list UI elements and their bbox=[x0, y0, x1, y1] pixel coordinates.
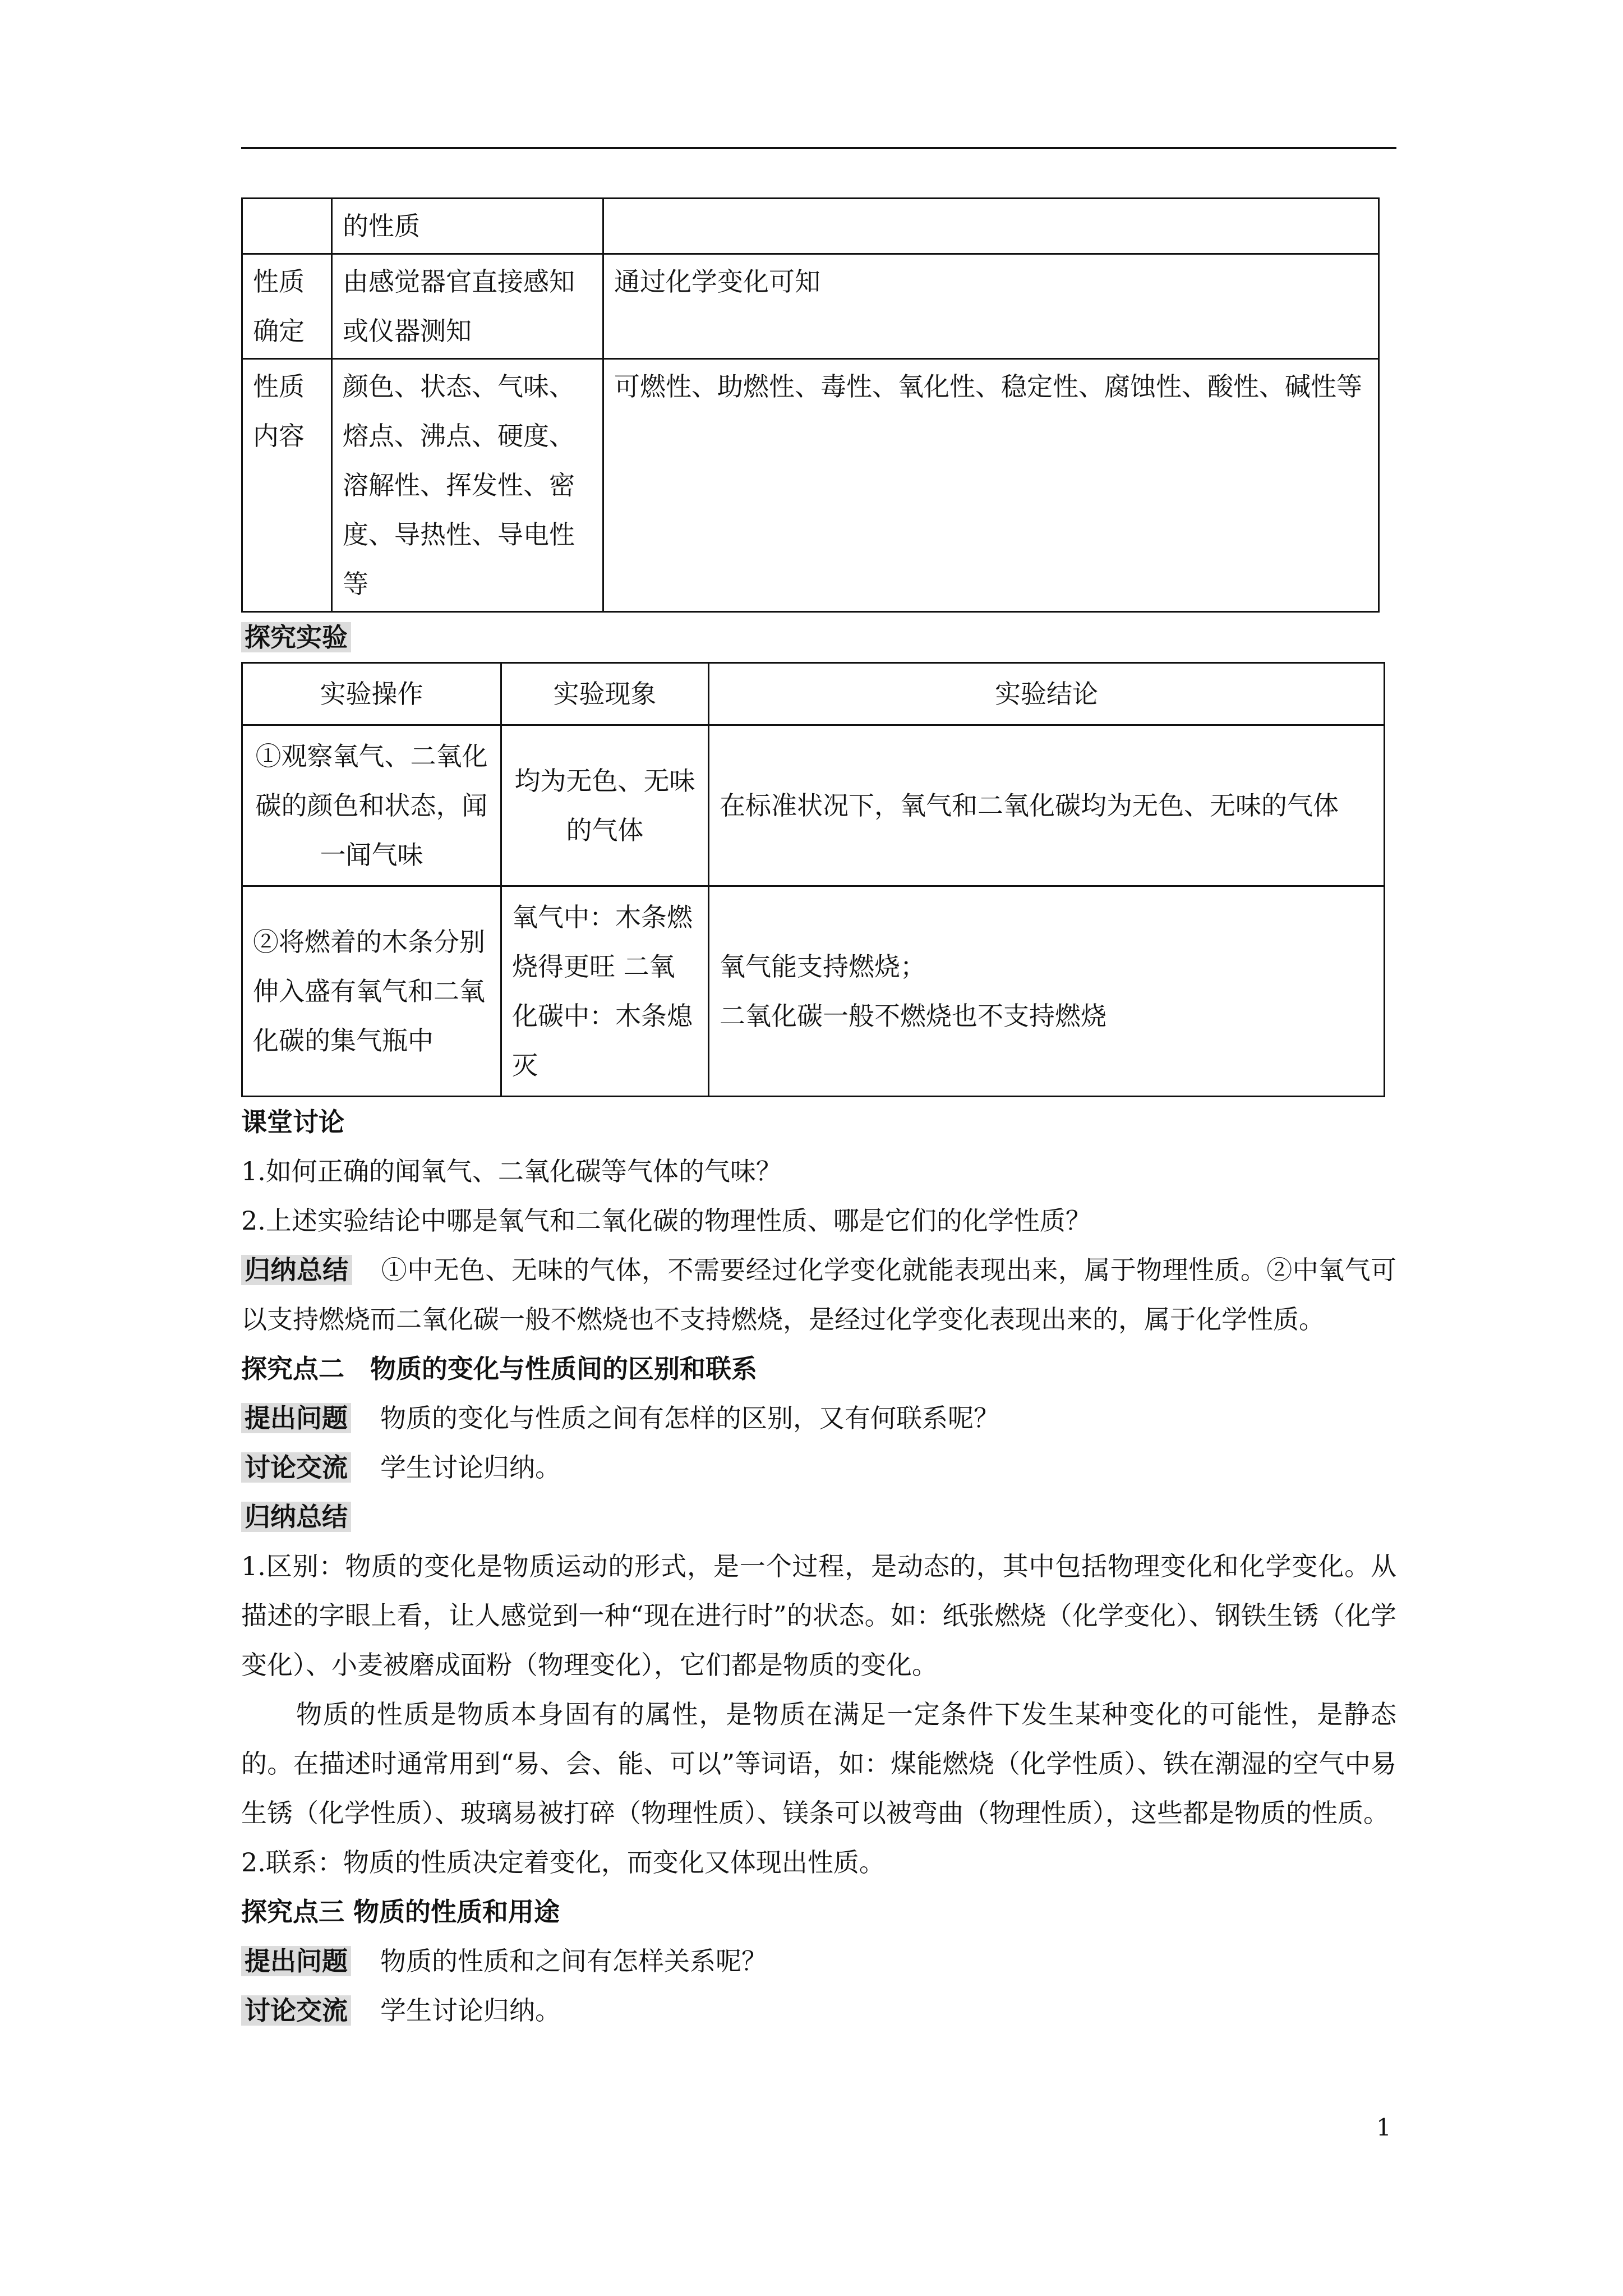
table-cell: 均为无色、无味的气体 bbox=[501, 725, 709, 886]
talk-paragraph bbox=[241, 1986, 1396, 2035]
header-rule bbox=[241, 147, 1396, 149]
summary-paragraph bbox=[241, 1245, 1396, 1344]
column-header: 实验操作 bbox=[242, 663, 501, 725]
column-header: 实验现象 bbox=[501, 663, 709, 725]
ask-text: 物质的变化与性质之间有怎样的区别，又有何联系呢？ bbox=[380, 1403, 999, 1433]
conclusion-line: 二氧化碳一般不燃烧也不支持燃烧 bbox=[720, 1001, 1106, 1031]
table-cell: 颜色、状态、气味、熔点、沸点、硬度、溶解性、挥发性、密度、导热性、导电性等 bbox=[332, 359, 603, 612]
table-cell: ②将燃着的木条分别伸入盛有氧气和二氧化碳的集气瓶中 bbox=[242, 886, 501, 1097]
section-heading: 探究实验 bbox=[241, 613, 1396, 662]
table-cell bbox=[603, 199, 1379, 254]
table-row bbox=[242, 254, 1379, 359]
table-cell: 性质内容 bbox=[242, 359, 332, 612]
table-row bbox=[242, 199, 1379, 254]
table-row bbox=[242, 886, 1385, 1097]
body-paragraph: 物质的性质是物质本身固有的属性，是物质在满足一定条件下发生某种变化的可能性，是静态的。在描述时通常用到“易、会、能、可以”等词语，如：煤能燃烧（化学性质）、铁在潮湿的空气中易生锈（化学性质）、玻璃易被打碎（物理性质）、镁条可以被弯曲（物理性质），这些都是物质的性质。 bbox=[241, 1699, 1396, 1828]
experiment-table bbox=[241, 662, 1385, 1097]
section-title: 探究点三 物质的性质和用途 bbox=[241, 1897, 560, 1927]
talk-label: 讨论交流 bbox=[241, 1995, 351, 2026]
table-row bbox=[242, 359, 1379, 612]
page-number: 1 bbox=[1376, 2114, 1391, 2141]
ask-paragraph bbox=[241, 1936, 1396, 1986]
ask-label: 提出问题 bbox=[241, 1403, 351, 1433]
table-cell: 通过化学变化可知 bbox=[603, 254, 1379, 359]
table-cell: 性质确定 bbox=[242, 254, 332, 359]
summary-label: 归纳总结 bbox=[241, 1255, 352, 1285]
ask-text: 物质的性质和之间有怎样关系呢？ bbox=[380, 1946, 767, 1976]
table-cell bbox=[709, 886, 1385, 1097]
conclusion-line: 氧气能支持燃烧； bbox=[720, 951, 926, 982]
ask-paragraph bbox=[241, 1393, 1396, 1443]
talk-label: 讨论交流 bbox=[241, 1452, 351, 1483]
summary-text: ①中无色、无味的气体，不需要经过化学变化就能表现出来，属于物理性质。②中氧气可以支持燃烧而二氧化碳一般不燃烧也不支持燃烧，是经过化学变化表现出来的，属于化学性质。 bbox=[241, 1255, 1397, 1335]
column-header: 实验结论 bbox=[709, 663, 1385, 725]
page-content bbox=[241, 197, 1396, 2035]
section-heading: 课堂讨论 bbox=[241, 1107, 344, 1137]
property-table bbox=[241, 197, 1380, 613]
table-cell: 的性质 bbox=[332, 199, 603, 254]
talk-text: 学生讨论归纳。 bbox=[380, 1452, 561, 1483]
question-text: 1.如何正确的闻氧气、二氧化碳等气体的气味？ bbox=[241, 1156, 782, 1186]
body-paragraph: 2.联系：物质的性质决定着变化，而变化又体现出性质。 bbox=[241, 1847, 885, 1878]
table-cell: 在标准状况下，氧气和二氧化碳均为无色、无味的气体 bbox=[709, 725, 1385, 886]
talk-text: 学生讨论归纳。 bbox=[380, 1995, 561, 2026]
question-text: 2.上述实验结论中哪是氧气和二氧化碳的物理性质、哪是它们的化学性质？ bbox=[241, 1205, 1091, 1236]
table-row bbox=[242, 725, 1385, 886]
table-cell: 可燃性、助燃性、毒性、氧化性、稳定性、腐蚀性、酸性、碱性等 bbox=[603, 359, 1379, 612]
table-header-row bbox=[242, 663, 1385, 725]
section-title: 探究点二 物质的变化与性质间的区别和联系 bbox=[241, 1354, 757, 1384]
talk-paragraph bbox=[241, 1443, 1396, 1492]
table-cell: ①观察氧气、二氧化碳的颜色和状态，闻一闻气味 bbox=[242, 725, 501, 886]
summary-heading: 归纳总结 bbox=[241, 1492, 1396, 1542]
table-cell bbox=[242, 199, 332, 254]
table-cell: 氧气中：木条燃烧得更旺 二氧化碳中：木条熄灭 bbox=[501, 886, 709, 1097]
table-cell: 由感觉器官直接感知或仪器测知 bbox=[332, 254, 603, 359]
body-paragraph: 1.区别：物质的变化是物质运动的形式，是一个过程，是动态的，其中包括物理变化和化学变化。从描述的字眼上看，让人感觉到一种“现在进行时”的状态。如：纸张燃烧（化学变化）、钢铁生锈（化学变化）、小麦被磨成面粉（物理变化），它们都是物质的变化。 bbox=[241, 1551, 1396, 1680]
ask-label: 提出问题 bbox=[241, 1946, 351, 1976]
